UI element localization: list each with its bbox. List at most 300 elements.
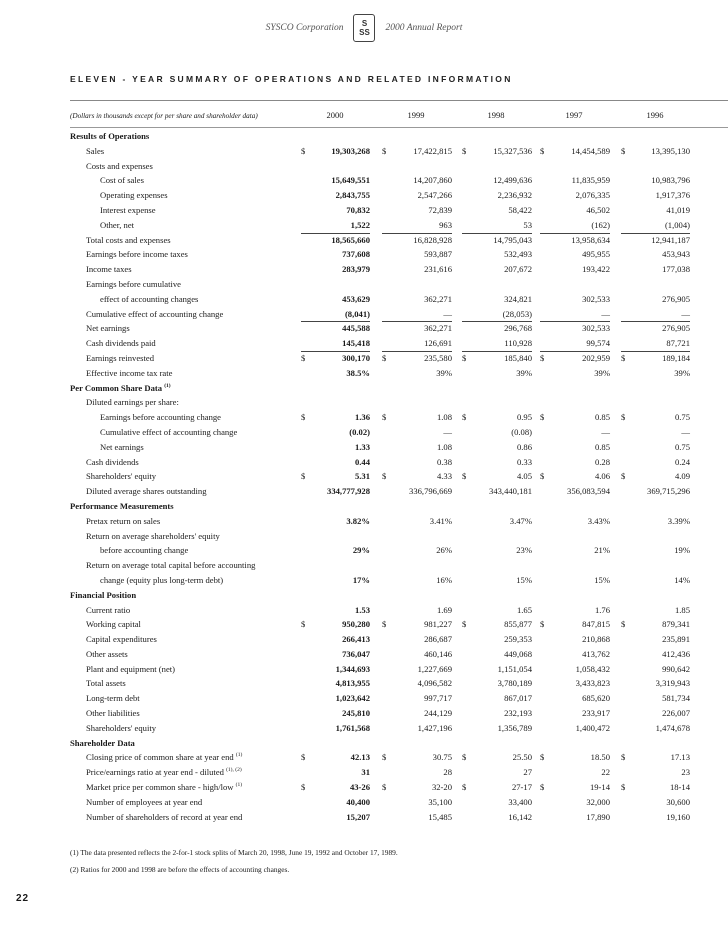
- dollar-sign: $: [382, 619, 387, 630]
- cell-value: 1.36: [354, 412, 370, 423]
- cell-value: 453,629: [342, 293, 370, 304]
- cell-value: 14,207,860: [413, 175, 452, 186]
- table-cell: [621, 484, 690, 499]
- table-cell: [301, 662, 370, 677]
- row-label-text: Interest expense: [100, 204, 156, 215]
- summary-table: [70, 129, 728, 824]
- table-cell: [540, 706, 610, 721]
- table-cell: [301, 647, 370, 662]
- cell-value: 963: [439, 219, 452, 230]
- cell-value: 32,000: [586, 796, 610, 807]
- row-label: [86, 810, 242, 825]
- cell-value: 18-14: [669, 782, 690, 793]
- cell-value: 207,672: [504, 264, 532, 275]
- table-cell: [540, 484, 610, 499]
- row-label-text: Cumulative effect of accounting change: [86, 308, 224, 319]
- footnote-marker: (1), (2): [226, 767, 242, 774]
- cell-value: 14%: [674, 574, 690, 585]
- row-label: [86, 662, 175, 677]
- cell-value: 31: [361, 767, 370, 778]
- table-cell: [540, 750, 610, 765]
- row-label: [100, 543, 188, 558]
- cell-value: 226,007: [662, 708, 690, 719]
- units-note: (Dollars in thousands except for per share and shareholder data): [70, 112, 258, 120]
- dollar-sign: $: [540, 352, 545, 363]
- header-rule: [70, 127, 728, 128]
- cell-value: 35,100: [428, 796, 452, 807]
- cell-value: 990,642: [662, 663, 690, 674]
- table-cell: [382, 321, 452, 336]
- row-label: [100, 203, 156, 218]
- cell-value: 32-20: [431, 782, 452, 793]
- cell-value: 145,418: [342, 338, 370, 349]
- cell-value: 0.75: [674, 441, 690, 452]
- table-cell: [301, 203, 370, 218]
- cell-value: 283,979: [342, 264, 370, 275]
- table-cell: [301, 425, 370, 440]
- cell-value: 3,780,189: [497, 678, 532, 689]
- table-cell: [382, 203, 452, 218]
- table-cell: [540, 307, 610, 323]
- cell-value: 27: [523, 767, 532, 778]
- table-cell: [540, 247, 610, 262]
- cell-value: 19,160: [666, 811, 690, 822]
- section-heading: [70, 499, 174, 514]
- cell-value: 19,303,268: [331, 145, 370, 156]
- cell-value: 15,649,551: [331, 175, 370, 186]
- cell-value: 15,485: [428, 811, 452, 822]
- cell-value: 1.53: [354, 604, 370, 615]
- cell-value: 4,096,582: [417, 678, 452, 689]
- cell-value: 0.28: [594, 456, 610, 467]
- table-row: [70, 144, 728, 159]
- cell-value: 41,019: [666, 204, 690, 215]
- table-cell: [301, 484, 370, 499]
- table-row: [70, 603, 728, 618]
- dollar-sign: $: [382, 752, 387, 763]
- table-row: [70, 455, 728, 470]
- table-cell: [540, 780, 610, 795]
- cell-value: 324,821: [504, 293, 532, 304]
- table-cell: [621, 247, 690, 262]
- table-cell: [382, 440, 452, 455]
- cell-value: 453,943: [662, 249, 690, 260]
- cell-value: 1,474,678: [655, 722, 690, 733]
- table-cell: [382, 469, 452, 484]
- table-cell: [540, 336, 610, 352]
- table-cell: [621, 603, 690, 618]
- table-row: [70, 514, 728, 529]
- row-label: [86, 647, 128, 662]
- cell-value: (28,053): [502, 308, 532, 319]
- cell-value: 99,574: [586, 338, 610, 349]
- row-label-text: Net earnings: [100, 441, 144, 452]
- table-cell: [621, 810, 690, 825]
- table-cell: [621, 144, 690, 159]
- table-cell: [540, 765, 610, 780]
- cell-value: 21%: [594, 545, 610, 556]
- row-label-text: Other liabilities: [86, 708, 140, 719]
- cell-value: 40,400: [346, 796, 370, 807]
- cell-value: 2,076,335: [575, 190, 610, 201]
- table-cell: [462, 218, 532, 234]
- cell-value: 0.85: [594, 441, 610, 452]
- table-cell: [462, 351, 532, 366]
- cell-value: 1,522: [350, 219, 370, 230]
- table-cell: [540, 321, 610, 336]
- dollar-sign: $: [301, 782, 306, 793]
- row-label-text: Earnings before income taxes: [86, 249, 188, 260]
- cell-value: 685,620: [582, 693, 610, 704]
- table-row: [70, 247, 728, 262]
- row-label-text: change (equity plus long-term debt): [100, 574, 224, 585]
- table-cell: [301, 750, 370, 765]
- row-label-text: Number of employees at year end: [86, 796, 203, 807]
- table-cell: [621, 366, 690, 381]
- table-cell: [301, 144, 370, 159]
- table-row: [70, 351, 728, 366]
- table-cell: [462, 410, 532, 425]
- table-row: [70, 410, 728, 425]
- cell-value: 4.05: [516, 471, 532, 482]
- cell-value: 233,917: [582, 708, 610, 719]
- row-label-text: Net earnings: [86, 323, 130, 334]
- cell-value: 296,768: [504, 323, 532, 334]
- cell-value: 26%: [436, 545, 452, 556]
- table-row: [70, 810, 728, 825]
- table-cell: [462, 780, 532, 795]
- table-cell: [462, 676, 532, 691]
- row-label: [86, 750, 242, 765]
- cell-value: 1,151,054: [497, 663, 532, 674]
- cell-value: 210,868: [582, 634, 610, 645]
- cell-value: 22: [601, 767, 610, 778]
- cell-value: 0.75: [674, 412, 690, 423]
- cell-value: 15,327,536: [493, 145, 532, 156]
- table-cell: [301, 455, 370, 470]
- table-row: [70, 159, 728, 174]
- cell-value: 28: [443, 767, 452, 778]
- table-row: [70, 218, 728, 233]
- table-cell: [301, 173, 370, 188]
- cell-value: 46,502: [586, 204, 610, 215]
- table-cell: [621, 676, 690, 691]
- section-row: [70, 736, 728, 751]
- cell-value: 235,891: [662, 634, 690, 645]
- footnote: (1) The data presented reflects the 2-for-1 stock splits of March 20, 1998, June 19, 1992 and October 17, 1989.: [70, 848, 398, 857]
- cell-value: 4,813,955: [335, 678, 370, 689]
- table-cell: [301, 810, 370, 825]
- cell-value: 0.85: [594, 412, 610, 423]
- dollar-sign: $: [301, 145, 306, 156]
- table-cell: [301, 632, 370, 647]
- table-cell: [301, 366, 370, 381]
- table-cell: [301, 765, 370, 780]
- cell-value: —: [681, 308, 690, 319]
- table-cell: [301, 440, 370, 455]
- row-label: [100, 410, 221, 425]
- table-cell: [462, 440, 532, 455]
- row-label-text: Results of Operations: [70, 131, 150, 141]
- table-cell: [540, 632, 610, 647]
- cell-value: 202,959: [582, 352, 610, 363]
- table-cell: [382, 351, 452, 366]
- table-row: [70, 676, 728, 691]
- table-cell: [462, 455, 532, 470]
- cell-value: (1,004): [664, 219, 690, 230]
- table-cell: [462, 469, 532, 484]
- table-row: [70, 573, 728, 588]
- table-cell: [462, 144, 532, 159]
- row-label-text: Cash dividends paid: [86, 338, 156, 349]
- table-cell: [382, 632, 452, 647]
- cell-value: 356,083,594: [567, 486, 610, 497]
- dollar-sign: $: [382, 471, 387, 482]
- cell-value: 1,023,642: [335, 693, 370, 704]
- row-label: [86, 514, 160, 529]
- table-row: [70, 233, 728, 248]
- row-label: [86, 321, 130, 336]
- cell-value: 855,877: [504, 619, 532, 630]
- cell-value: 15,207: [346, 811, 370, 822]
- row-label-text: Return on average total capital before accounting: [86, 560, 256, 571]
- cell-value: 58,422: [508, 204, 532, 215]
- table-cell: [540, 795, 610, 810]
- table-cell: [540, 469, 610, 484]
- cell-value: (0.02): [349, 426, 370, 437]
- cell-value: 1,917,376: [655, 190, 690, 201]
- dollar-sign: $: [540, 782, 545, 793]
- cell-value: 302,533: [582, 323, 610, 334]
- table-cell: [462, 336, 532, 352]
- cell-value: 581,734: [662, 693, 690, 704]
- cell-value: 1.65: [516, 604, 532, 615]
- table-cell: [301, 721, 370, 736]
- cell-value: 23%: [516, 545, 532, 556]
- row-label-text: Plant and equipment (net): [86, 663, 176, 674]
- dollar-sign: $: [301, 352, 306, 363]
- row-label: [86, 632, 157, 647]
- cell-value: 245,810: [342, 708, 370, 719]
- cell-value: 42.13: [350, 752, 370, 763]
- cell-value: 495,955: [582, 249, 610, 260]
- table-cell: [382, 750, 452, 765]
- row-label: [86, 262, 132, 277]
- table-cell: [301, 795, 370, 810]
- cell-value: 334,777,928: [327, 486, 370, 497]
- table-row: [70, 203, 728, 218]
- row-label: [86, 247, 188, 262]
- footnote-marker: (1): [235, 752, 243, 759]
- table-row: [70, 366, 728, 381]
- table-row: [70, 321, 728, 336]
- footnote: (2) Ratios for 2000 and 1998 are before the effects of accounting changes.: [70, 865, 290, 874]
- table-cell: [382, 425, 452, 440]
- table-row: [70, 691, 728, 706]
- table-cell: [301, 469, 370, 484]
- dollar-sign: $: [462, 352, 467, 363]
- cell-value: 3,433,823: [575, 678, 610, 689]
- logo-top-letter: S: [361, 19, 368, 28]
- row-label: [86, 765, 242, 780]
- cell-value: 30,600: [666, 796, 690, 807]
- cell-value: 0.86: [516, 441, 532, 452]
- page-header: [0, 15, 728, 41]
- table-row: [70, 395, 728, 410]
- row-label: [86, 395, 179, 410]
- row-label: [86, 780, 242, 795]
- dollar-sign: $: [462, 752, 467, 763]
- cell-value: —: [601, 426, 610, 437]
- table-row: [70, 647, 728, 662]
- table-cell: [382, 173, 452, 188]
- table-cell: [301, 321, 370, 336]
- row-label-text: Diluted average shares outstanding: [86, 486, 207, 497]
- cell-value: 16%: [436, 574, 452, 585]
- table-cell: [301, 410, 370, 425]
- section-heading: [70, 588, 136, 603]
- table-cell: [382, 366, 452, 381]
- table-cell: [462, 632, 532, 647]
- cell-value: 950,280: [342, 619, 370, 630]
- cell-value: 18,565,660: [331, 234, 370, 245]
- cell-value: 4.06: [594, 471, 610, 482]
- table-cell: [462, 188, 532, 203]
- row-label-text: Costs and expenses: [86, 160, 153, 171]
- cell-value: 1.76: [594, 604, 610, 615]
- table-cell: [540, 262, 610, 277]
- dollar-sign: $: [621, 145, 626, 156]
- cell-value: 43-26: [349, 782, 370, 793]
- row-label-text: Other, net: [100, 219, 135, 230]
- cell-value: 266,413: [342, 634, 370, 645]
- table-cell: [462, 647, 532, 662]
- table-cell: [462, 173, 532, 188]
- cell-value: 14,454,589: [571, 145, 610, 156]
- cell-value: 23: [681, 767, 690, 778]
- table-cell: [301, 543, 370, 558]
- cell-value: 232,193: [504, 708, 532, 719]
- table-cell: [621, 351, 690, 366]
- cell-value: 460,146: [424, 648, 452, 659]
- row-label-text: Cumulative effect of accounting change: [100, 426, 238, 437]
- cell-value: 13,958,634: [571, 234, 610, 245]
- table-cell: [540, 543, 610, 558]
- table-cell: [540, 603, 610, 618]
- table-cell: [540, 351, 610, 366]
- table-cell: [301, 573, 370, 588]
- row-label-text: Effective income tax rate: [86, 367, 173, 378]
- table-cell: [540, 218, 610, 234]
- table-cell: [621, 188, 690, 203]
- table-cell: [462, 484, 532, 499]
- cell-value: 593,887: [424, 249, 452, 260]
- table-cell: [462, 514, 532, 529]
- table-row: [70, 277, 728, 292]
- table-cell: [382, 780, 452, 795]
- cell-value: 445,588: [342, 323, 370, 334]
- row-label: [86, 676, 126, 691]
- row-label-text: Shareholder Data: [70, 737, 135, 748]
- table-cell: [382, 662, 452, 677]
- table-cell: [382, 484, 452, 499]
- table-cell: [382, 810, 452, 825]
- cell-value: 39%: [516, 367, 532, 378]
- table-cell: [462, 425, 532, 440]
- table-cell: [382, 307, 452, 323]
- table-cell: [540, 366, 610, 381]
- table-cell: [540, 810, 610, 825]
- table-row: [70, 750, 728, 765]
- table-cell: [382, 706, 452, 721]
- row-label: [86, 159, 153, 174]
- table-cell: [382, 455, 452, 470]
- table-cell: [621, 307, 690, 323]
- table-row: [70, 336, 728, 351]
- cell-value: 1,058,432: [575, 663, 610, 674]
- cell-value: 362,271: [424, 293, 452, 304]
- cell-value: 10,983,796: [651, 175, 690, 186]
- cell-value: 449,068: [504, 648, 532, 659]
- table-cell: [621, 617, 690, 632]
- row-label-text: Return on average shareholders' equity: [86, 530, 220, 541]
- row-label-text: Shareholders' equity: [86, 471, 157, 482]
- cell-value: 532,493: [504, 249, 532, 260]
- row-label-text: Working capital: [86, 619, 141, 630]
- cell-value: 1,400,472: [575, 722, 610, 733]
- table-row: [70, 307, 728, 322]
- cell-value: 15%: [594, 574, 610, 585]
- table-cell: [301, 247, 370, 262]
- cell-value: 53: [523, 219, 532, 230]
- cell-value: 4.09: [674, 471, 690, 482]
- table-cell: [540, 691, 610, 706]
- table-cell: [301, 351, 370, 366]
- table-row: [70, 262, 728, 277]
- cell-value: 18.50: [590, 752, 610, 763]
- table-cell: [621, 632, 690, 647]
- table-cell: [462, 262, 532, 277]
- row-label: [86, 721, 156, 736]
- dollar-sign: $: [301, 619, 306, 630]
- table-cell: [540, 514, 610, 529]
- section-row: [70, 588, 728, 603]
- cell-value: 1.69: [436, 604, 452, 615]
- row-label-text: Long-term debt: [86, 693, 140, 704]
- row-label-text: effect of accounting changes: [100, 293, 199, 304]
- table-cell: [382, 247, 452, 262]
- table-cell: [382, 795, 452, 810]
- row-label-text: Market price per common share - high/low: [86, 782, 234, 793]
- cell-value: 3.41%: [429, 515, 452, 526]
- table-cell: [301, 218, 370, 234]
- table-cell: [621, 321, 690, 336]
- cell-value: 189,184: [662, 352, 690, 363]
- cell-value: 25.50: [512, 752, 532, 763]
- table-cell: [382, 603, 452, 618]
- table-cell: [382, 336, 452, 352]
- table-cell: [301, 262, 370, 277]
- row-label-text: Per Common Share Data: [70, 382, 163, 393]
- row-label-text: Cost of sales: [100, 175, 144, 186]
- cell-value: 4.33: [436, 471, 452, 482]
- table-cell: [540, 173, 610, 188]
- cell-value: 17,890: [586, 811, 610, 822]
- dollar-sign: $: [621, 752, 626, 763]
- row-label: [86, 558, 255, 573]
- cell-value: 362,271: [424, 323, 452, 334]
- table-cell: [301, 706, 370, 721]
